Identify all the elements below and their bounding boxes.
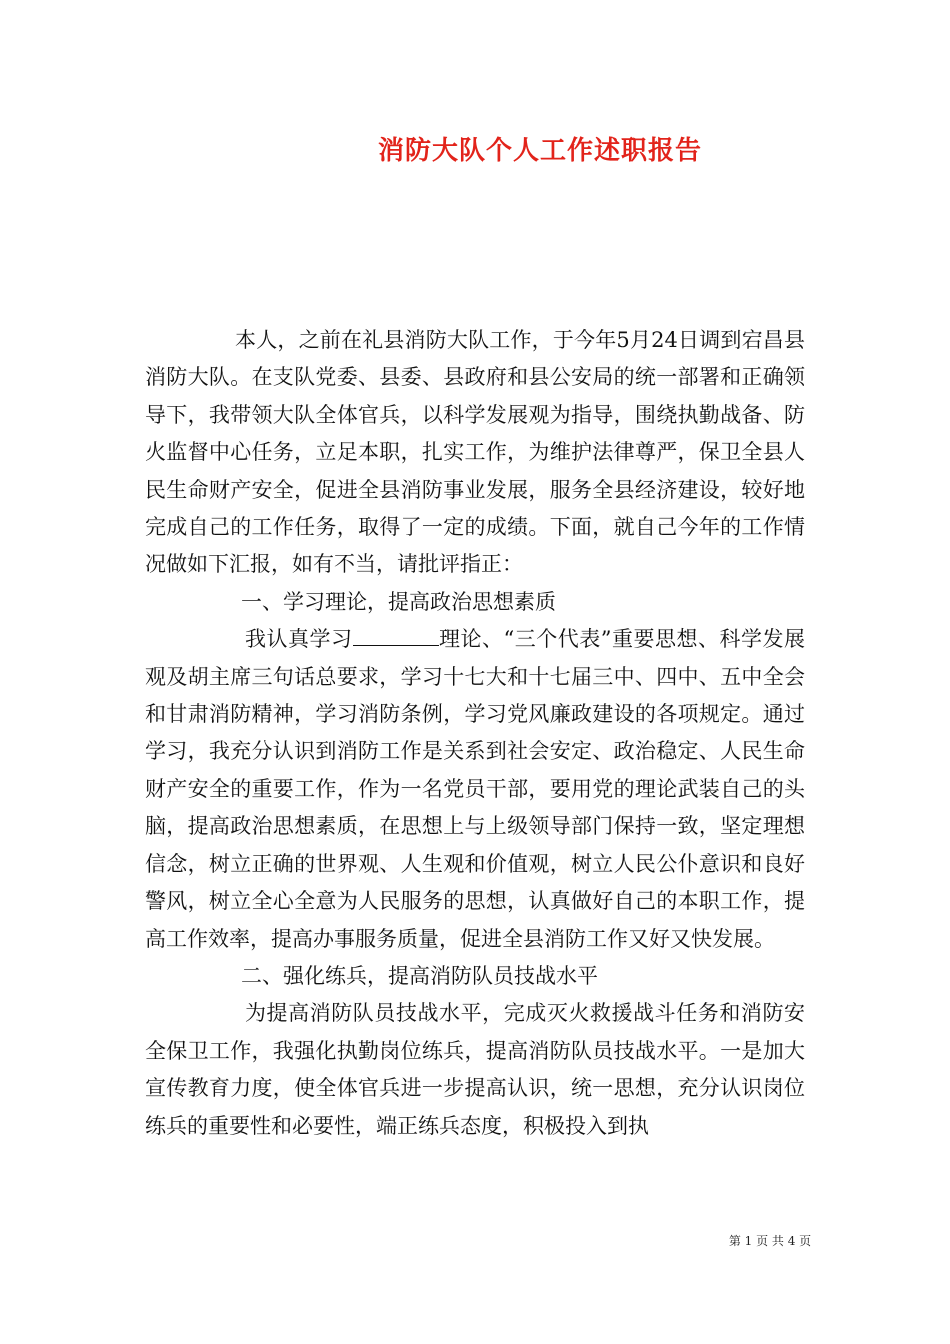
document-title: 消防大队个人工作述职报告 xyxy=(377,136,702,166)
page-number-footer: 第 1 页 共 4 页 xyxy=(728,1234,812,1248)
intro-paragraph: 本人，之前在礼县消防大队工作，于今年5月24日调到宕昌县消防大队。在支队党委、县委、县政府和县公安局的统一部署和正确领导下，我带领大队全体官兵，以科学发展观为指导，围绕执勤战备、防火监督中心任务，立足本职，扎实工作，为维护法律尊严，保卫全县人民生命财产安全，促进全县消防事业发展，服务全县经济建设，较好地完成自己的工作任务，取得了一定的成绩。下面，就自己今年的工作情况做如下汇报，如有不当，请批评指正： xyxy=(145,328,805,577)
document-body xyxy=(145,322,805,1145)
fill-in-blank xyxy=(353,625,439,646)
paragraph-1-start: 我认真学习 xyxy=(245,627,353,652)
section-heading-2: 二、强化练兵，提高消防队员技战水平 xyxy=(241,963,598,988)
section-paragraph-1 xyxy=(145,621,805,958)
section-heading-1: 一、学习理论，提高政治思想素质 xyxy=(241,589,556,614)
paragraph-1-rest: 理论、“三个代表”重要思想、科学发展观及胡主席三句话总要求，学习十七大和十七届三中、四中、五中全会和甘肃消防精神，学习消防条例，学习党风廉政建设的各项规定。通过学习，我充分认识到消防工作是关系到社会安定、政治稳定、人民生命财产安全的重要工作，作为一名党员干部，要用党的理论武装自己的头脑，提高政治思想素质，在思想上与上级领导部门保持一致，坚定理想信念，树立正确的世界观、人生观和价值观，树立人民公仆意识和良好警风，树立全心全意为人民服务的思想，认真做好自己的本职工作，提高工作效率，提高办事服务质量，促进全县消防工作又好又快发展。 xyxy=(145,627,805,951)
section-paragraph-2: 为提高消防队员技战水平，完成灭火救援战斗任务和消防安全保卫工作，我强化执勤岗位练兵，提高消防队员技战水平。一是加大宣传教育力度，使全体官兵进一步提高认识，统一思想，充分认识岗位练兵的重要性和必要性，端正练兵态度，积极投入到执 xyxy=(145,1001,805,1138)
